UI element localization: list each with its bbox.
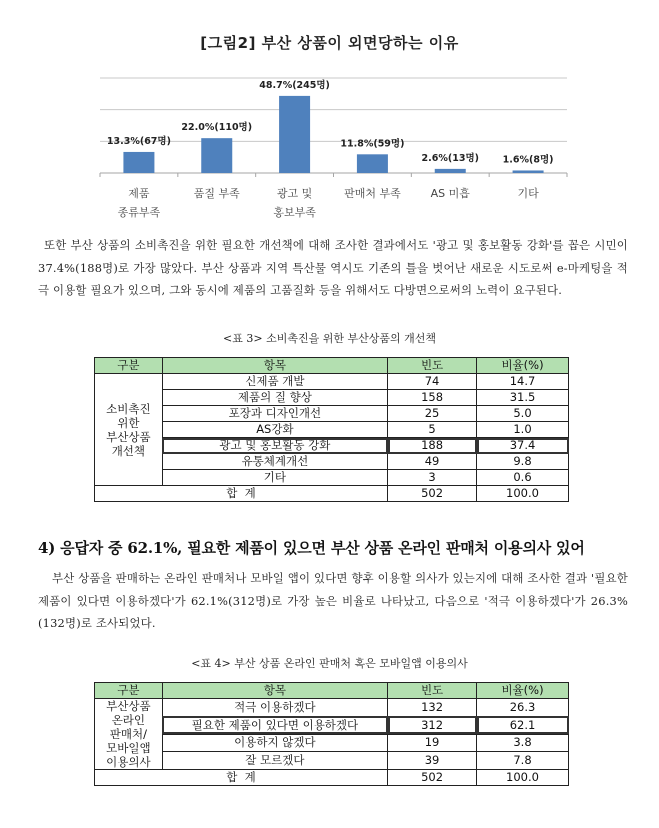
table-row: [95, 390, 569, 406]
frequency-cell: 3: [388, 470, 477, 486]
header-frequency: 빈도: [388, 358, 477, 374]
ratio-cell: 7.8: [477, 752, 569, 770]
total-frequency: 502: [388, 486, 477, 502]
header-category: 구분: [95, 358, 163, 374]
bar: [123, 152, 154, 173]
ratio-cell: 9.8: [477, 454, 569, 470]
group-label-line: 부산상품: [106, 429, 151, 444]
table-row: [95, 734, 569, 752]
total-row: [95, 770, 569, 786]
item-cell: 이용하지 않겠다: [162, 734, 387, 752]
paragraph-improvement: 또한 부산 상품의 소비촉진을 위한 필요한 개선책에 대해 조사한 결과에서도 '광고 및 홍보활동 강화'를 꼽은 시민이 37.4%(188명)로 가장 많았다. 부산 상품과 지역 특산물 역시도 기존의 틀을 벗어난 새로운 시도로써 e-마케팅을 적극 이용할 필요가 있으며, 그와 동시에 제품의 고품질화 등을 위해서도 다방면으로써의 노력이 요구된다.: [38, 238, 628, 297]
item-cell: 적극 이용하겠다: [162, 699, 387, 717]
table3: [94, 357, 569, 502]
data-label: 2.6%(13명): [421, 152, 479, 164]
table-row: [95, 454, 569, 470]
data-label: 13.3%(67명): [106, 135, 171, 147]
total-label: 합 계: [95, 770, 388, 786]
bar: [513, 170, 544, 173]
frequency-cell: 74: [388, 374, 477, 390]
group-label: [95, 374, 163, 486]
ratio-cell: 0.6: [477, 470, 569, 486]
category-label: 종류부족: [117, 206, 161, 219]
category-label: 홍보부족: [273, 206, 316, 219]
group-label-line: 위한: [117, 415, 140, 430]
header-frequency: 빈도: [388, 683, 477, 699]
figure-title: [그림2] 부산 상품이 외면당하는 이유: [200, 34, 459, 52]
group-label-line: 판매처/: [109, 727, 147, 741]
frequency-cell: 188: [388, 438, 477, 454]
frequency-cell: 132: [388, 699, 477, 717]
frequency-cell: 158: [388, 390, 477, 406]
group-label-line: 개선책: [111, 443, 146, 458]
total-frequency: 502: [388, 770, 477, 786]
table4: [94, 682, 569, 786]
group-label-line: 이용의사: [106, 755, 151, 769]
data-label: 48.7%(245명): [259, 79, 330, 91]
table-header-row: [95, 683, 569, 699]
category-label: 기타: [517, 187, 539, 200]
table-row: [95, 374, 569, 390]
category-label: 판매처 부족: [344, 187, 401, 200]
item-cell: 신제품 개발: [162, 374, 387, 390]
paragraph-online-usage: 부산 상품을 판매하는 온라인 판매처나 모바일 앱이 있다면 향후 이용할 의사가 있는지에 대해 조사한 결과 '필요한 제품이 있다면 이용하겠다'가 62.1%(312명)로 가장 높은 비율로 나타났고, 다음으로 '적극 이용하겠다'가 26.3%(132명)로 조사되었다.: [38, 571, 628, 630]
table3-caption: <표 3> 소비촉진을 위한 부산상품의 개선책: [223, 332, 436, 345]
table-row: [95, 752, 569, 770]
category-label: AS 미흡: [430, 187, 470, 200]
frequency-cell: 19: [388, 734, 477, 752]
group-label-line: 모바일앱: [106, 741, 151, 755]
frequency-cell: 312: [388, 716, 477, 734]
header-ratio: 비율(%): [477, 683, 569, 699]
item-cell: 포장과 디자인개선: [162, 406, 387, 422]
item-cell: 잘 모르겠다: [162, 752, 387, 770]
ratio-cell: 5.0: [477, 406, 569, 422]
bar: [201, 138, 232, 173]
ratio-cell: 1.0: [477, 422, 569, 438]
ratio-cell: 3.8: [477, 734, 569, 752]
category-label: 제품: [128, 187, 150, 200]
header-item: 항목: [162, 358, 387, 374]
data-label: 1.6%(8명): [502, 154, 554, 166]
header-item: 항목: [162, 683, 387, 699]
table-row: [95, 699, 569, 717]
frequency-cell: 39: [388, 752, 477, 770]
ratio-cell: 31.5: [477, 390, 569, 406]
header-category: 구분: [95, 683, 163, 699]
data-label: 22.0%(110명): [181, 122, 253, 134]
total-row: [95, 486, 569, 502]
table-row: [95, 406, 569, 422]
table-row: [95, 716, 569, 734]
category-label: 품질 부족: [193, 187, 240, 200]
bar-chart: [80, 70, 580, 230]
header-ratio: 비율(%): [477, 358, 569, 374]
item-cell: 필요한 제품이 있다면 이용하겠다: [162, 716, 387, 734]
bar: [279, 96, 310, 173]
table-row: [95, 470, 569, 486]
group-label: [95, 699, 163, 770]
bar: [357, 154, 388, 173]
group-label-line: 온라인: [111, 713, 146, 727]
item-cell: 유통체계개선: [162, 454, 387, 470]
ratio-cell: 37.4: [477, 438, 569, 454]
frequency-cell: 49: [388, 454, 477, 470]
item-cell: 광고 및 홍보활동 강화: [162, 438, 387, 454]
total-ratio: 100.0: [477, 486, 569, 502]
data-label: 11.8%(59명): [340, 138, 405, 150]
ratio-cell: 62.1: [477, 716, 569, 734]
bar: [435, 169, 466, 173]
item-cell: 기타: [162, 470, 387, 486]
table-header-row: [95, 358, 569, 374]
frequency-cell: 25: [388, 406, 477, 422]
group-label-line: 부산상품: [106, 699, 151, 713]
ratio-cell: 14.7: [477, 374, 569, 390]
ratio-cell: 26.3: [477, 699, 569, 717]
table4-caption: <표 4> 부산 상품 온라인 판매처 혹은 모바일앱 이용의사: [191, 657, 468, 670]
table-row: [95, 438, 569, 454]
total-ratio: 100.0: [477, 770, 569, 786]
category-label: 광고 및: [276, 187, 313, 200]
item-cell: 제품의 질 향상: [162, 390, 387, 406]
item-cell: AS강화: [162, 422, 387, 438]
group-label-line: 소비촉진: [106, 401, 151, 416]
table-row: [95, 422, 569, 438]
section-heading: 4) 응답자 중 62.1%, 필요한 제품이 있으면 부산 상품 온라인 판매처 이용의사 있어: [38, 539, 585, 557]
total-label: 합 계: [95, 486, 388, 502]
frequency-cell: 5: [388, 422, 477, 438]
